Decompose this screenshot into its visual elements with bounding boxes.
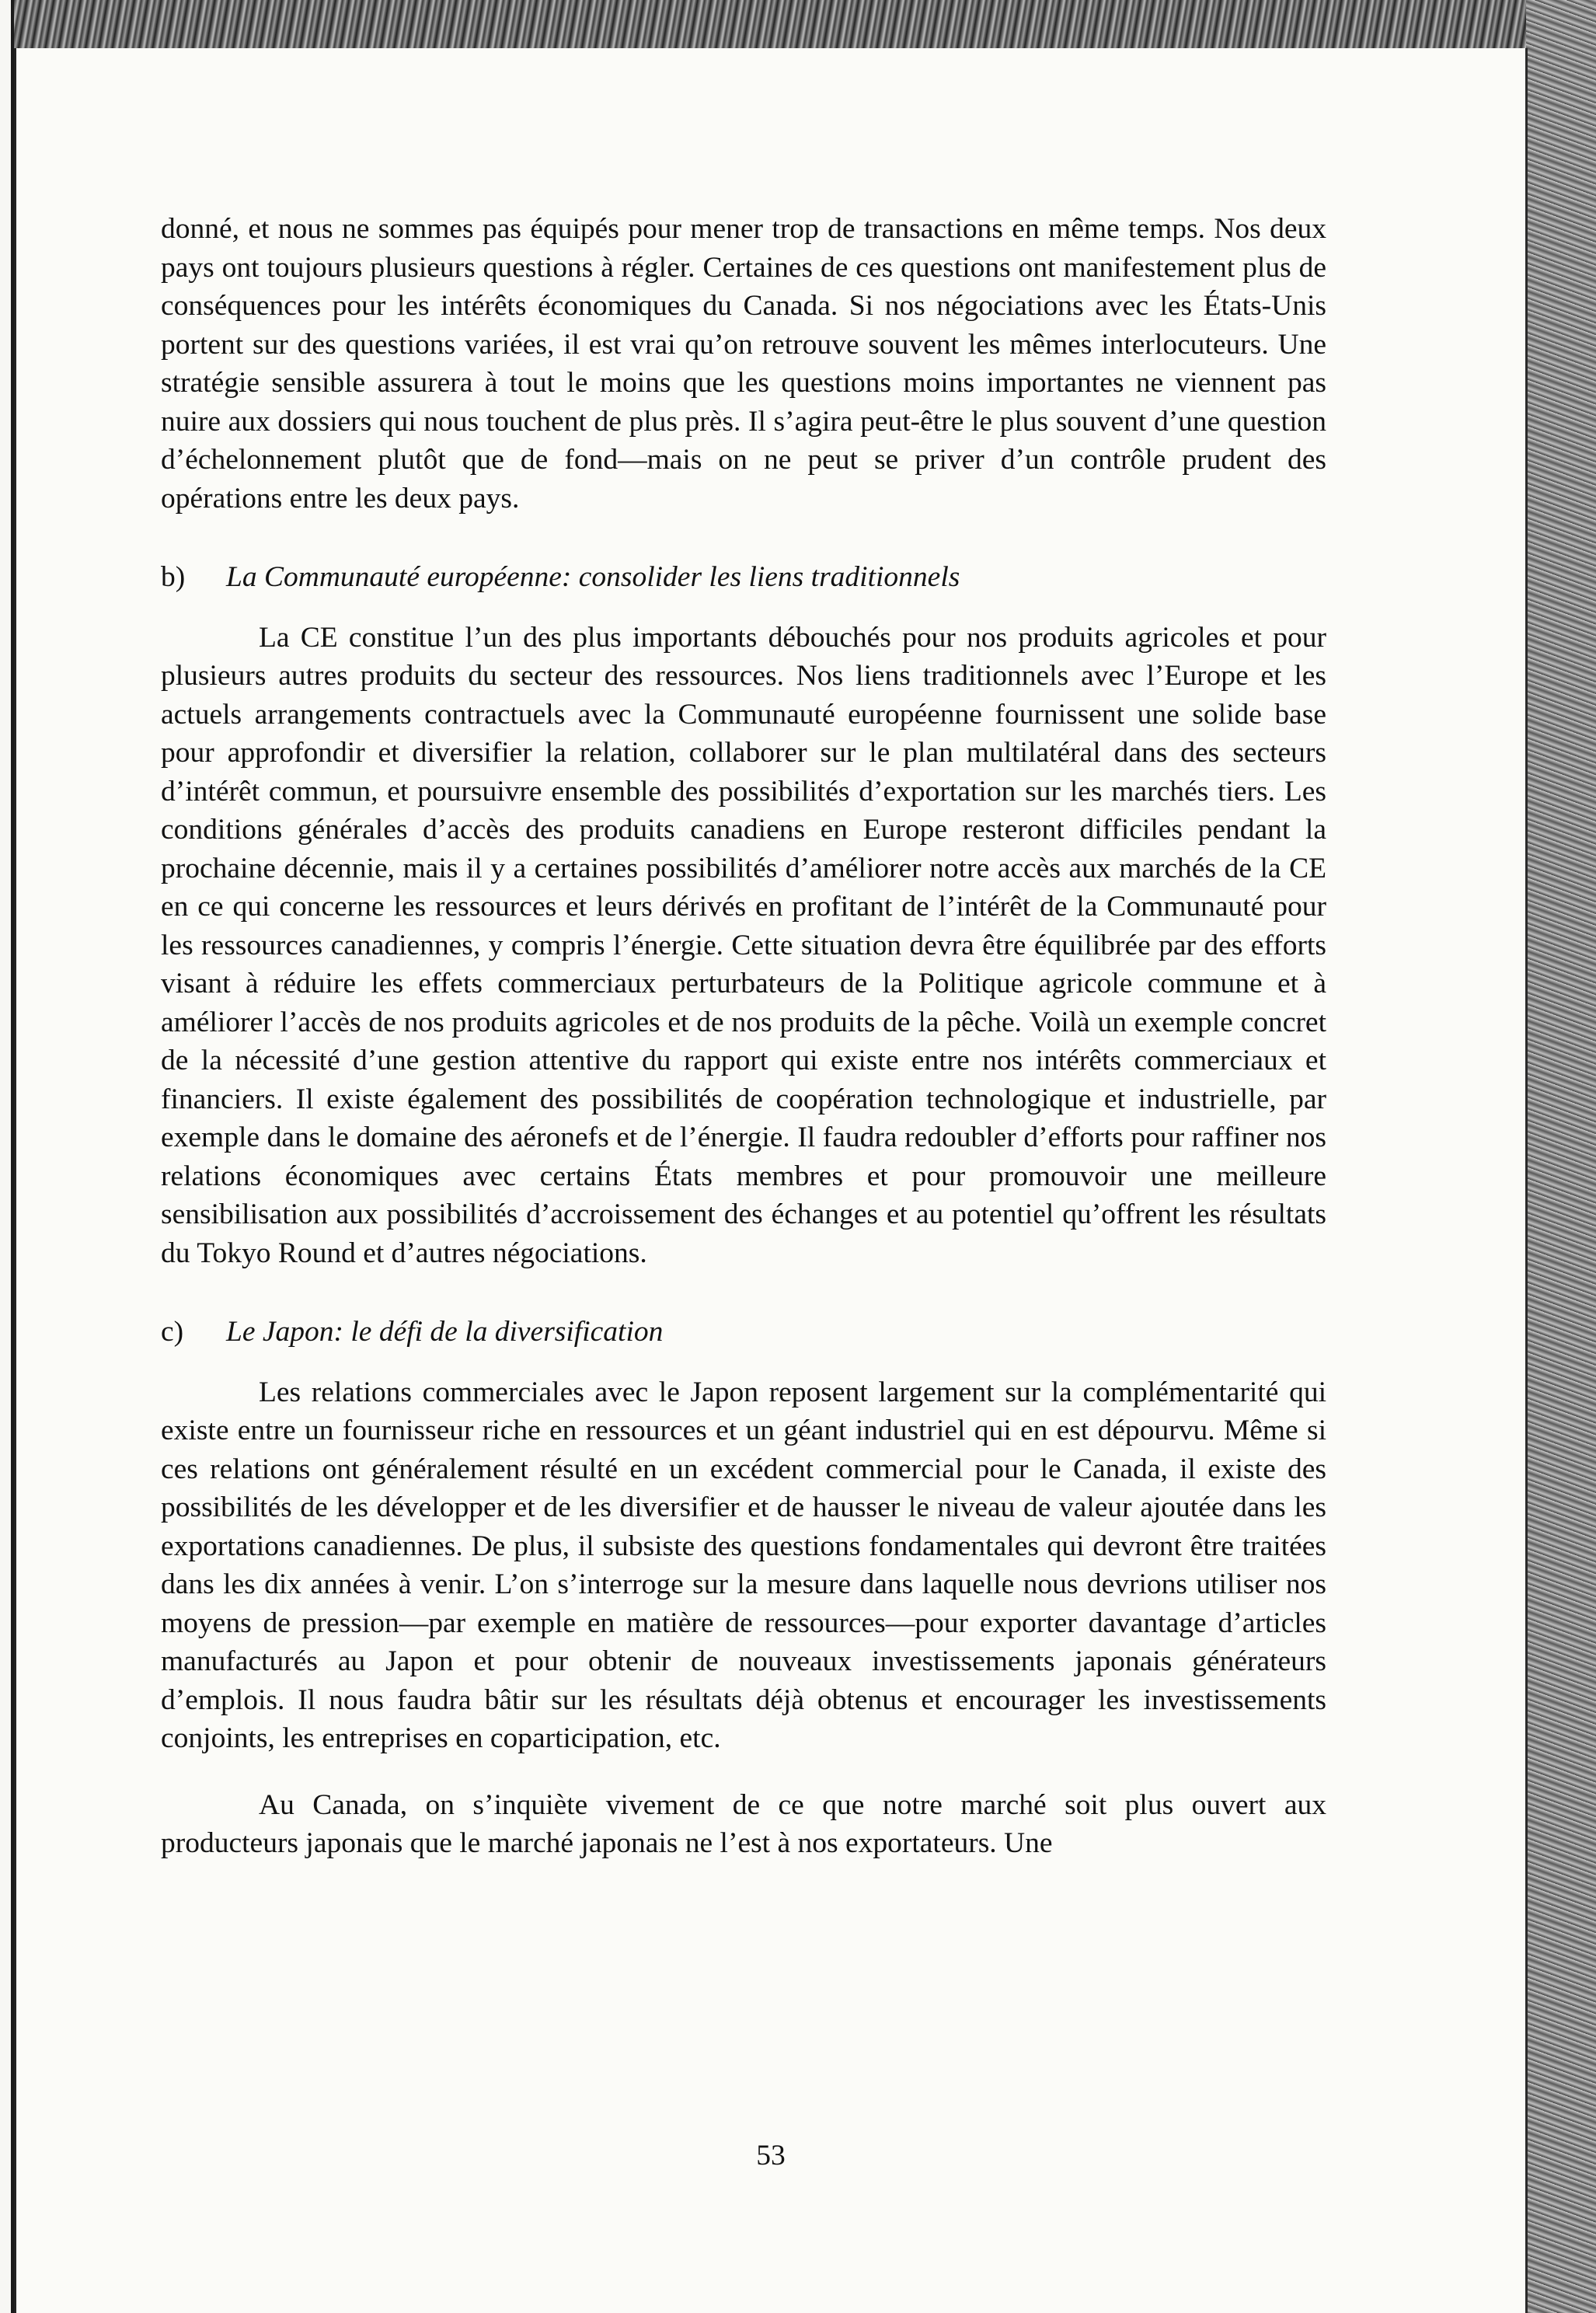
- section-c-letter: c): [161, 1316, 184, 1348]
- page-number: 53: [756, 2140, 786, 2172]
- section-b-heading: [161, 558, 1326, 597]
- section-b-title: La Communauté européenne: consolider les liens traditionnels: [226, 561, 960, 593]
- section-c-paragraph-2: Au Canada, on s’inquiète vivement de ce que notre marché soit plus ouvert aux producteurs japonais que le marché japonais ne l’est à nos exportateurs. Une: [161, 1788, 1326, 1859]
- section-b-letter: b): [161, 561, 186, 593]
- section-c-title: Le Japon: le défi de la diversification: [226, 1316, 664, 1348]
- intro-paragraph: donné, et nous ne sommes pas équipés pour mener trop de transactions en même temps. Nos deux pays ont toujours plusieurs questions à régler. Certaines de ces questions ont manifestement plus de conséquences pour les intérêts économiques du Canada. Si nos négociations avec les États-Unis portent sur des questions variées, il est vrai qu’on retrouve souvent les mêmes interlocuteurs. Une stratégie sensible assurera à tout le moins que les questions moins importantes ne viennent pas nuire aux dossiers qui nous touchent de plus près. Il s’agira peut-être le plus souvent d’une question d’échelonnement plutôt que de fond—mais on ne peut se priver d’un contrôle prudent des opérations entre les deux pays.: [161, 213, 1326, 515]
- section-c-heading: [161, 1313, 1326, 1352]
- scan-edge-right: [1526, 0, 1596, 2313]
- scan-edge-top: [0, 0, 1596, 54]
- scan-edge-left: [0, 0, 14, 2313]
- document-page: [14, 48, 1528, 2313]
- page-content: [161, 210, 1326, 1863]
- section-c-paragraph-1: Les relations commerciales avec le Japon reposent largement sur la complémentarité qui existe entre un fournisseur riche en ressources et un géant industriel qui en est dépourvu. Même si ces relations ont généralement résulté en un excédent commercial pour le Canada, il existe des possibilités de les développer et de les diversifier et de hausser le niveau de valeur ajoutée dans les exportations canadiennes. De plus, il subsiste des questions fondamentales qui devront être traitées dans les dix années à venir. L’on s’interroge sur la mesure dans laquelle nous devrions utiliser nos moyens de pression—par exemple en matière de ressources—pour exporter davantage d’articles manufacturés au Japon et pour obtenir de nouveaux investissements japonais générateurs d’emplois. Il nous faudra bâtir sur les résultats déjà obtenus et encourager les investissements conjoints, les entreprises en coparticipation, etc.: [161, 1376, 1326, 1754]
- section-b-paragraph: La CE constitue l’un des plus importants débouchés pour nos produits agricoles et pour plusieurs autres produits du secteur des ressources. Nos liens traditionnels avec l’Europe et les actuels arrangements contractuels avec la Communauté européenne fournissent une solide base pour approfondir et diversifier la relation, collaborer sur le plan multilatéral dans des secteurs d’intérêt commun, et poursuivre ensemble des possibilités d’exportation sur les marchés tiers. Les conditions générales d’accès des produits canadiens en Europe resteront difficiles pendant la prochaine décennie, mais il y a certaines possibilités d’améliorer notre accès aux marchés de la CE en ce qui concerne les ressources et leurs dérivés en profitant de l’intérêt de la Communauté pour les ressources canadiennes, y compris l’énergie. Cette situation devra être équilibrée par des efforts visant à réduire les effets commerciaux perturbateurs de la Politique agricole commune et à améliorer l’accès de nos produits agricoles et de nos produits de la pêche. Voilà un exemple concret de la nécessité d’une gestion attentive du rapport qui existe entre nos intérêts commerciaux et financiers. Il existe également des possibilités de coopération technologique et industrielle, par exemple dans le domaine des aéronefs et de l’énergie. Il faudra redoubler d’efforts pour raffiner nos relations économiques avec certains États membres et pour promouvoir une meilleure sensibilisation aux possibilités d’accroissement des échanges et au potentiel qu’offrent les résultats du Tokyo Round et d’autres négociations.: [161, 621, 1326, 1269]
